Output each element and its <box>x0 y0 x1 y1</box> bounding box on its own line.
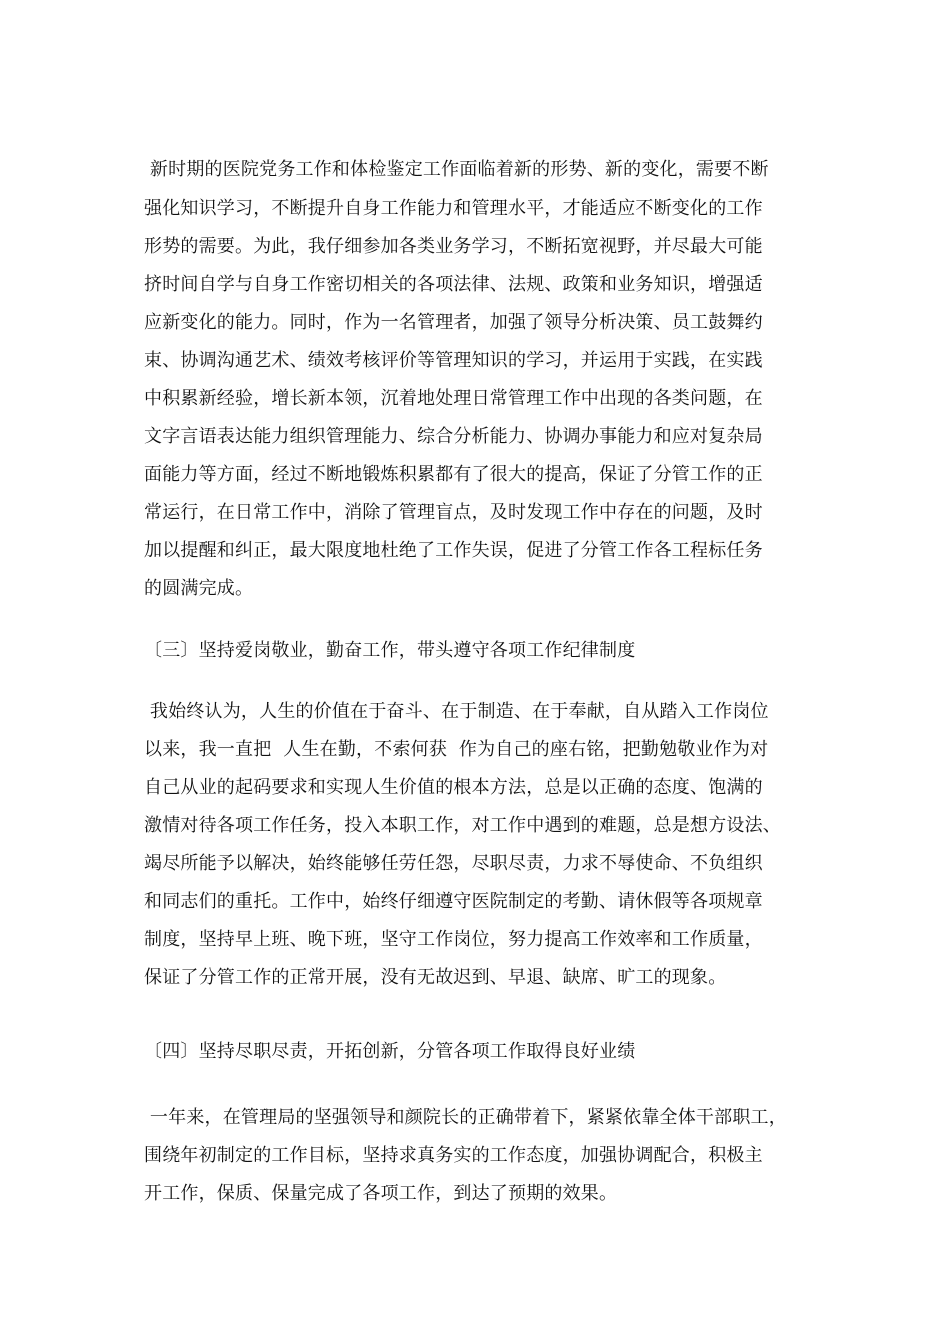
paragraph-1-line: 加以提醒和纠正，最大限度地杜绝了工作失误，促进了分管工作各工程标任务 <box>144 540 763 561</box>
paragraph-3-line: 一年来，在管理局的坚强领导和颜院长的正确带着下，紧紧依靠全体干部职工， <box>144 1107 787 1128</box>
paragraph-2-line: 以来，我一直把 人生在勤，不索何获 作为自己的座右铭，把勤勉敬业作为对 <box>144 739 769 760</box>
paragraph-3-line: 围绕年初制定的工作目标，坚持求真务实的工作态度，加强协调配合，积极主 <box>144 1145 763 1166</box>
section-heading-3: 〔三〕坚持爱岗敬业，勤奋工作，带头遵守各项工作纪律制度 <box>144 640 636 661</box>
paragraph-2-line: 和同志们的重托。工作中，始终仔细遵守医院制定的考勤、请休假等各项规章 <box>144 891 763 912</box>
paragraph-2-line: 自己从业的起码要求和实现人生价值的根本方法，总是以正确的态度、饱满的 <box>144 777 763 798</box>
paragraph-1-line: 束、协调沟通艺术、绩效考核评价等管理知识的学习，并运用于实践，在实践 <box>144 350 763 371</box>
paragraph-2-line: 保证了分管工作的正常开展，没有无故迟到、早退、缺席、旷工的现象。 <box>144 967 727 988</box>
paragraph-1-line: 常运行，在日常工作中，消除了管理盲点，及时发现工作中存在的问题，及时 <box>144 502 763 523</box>
section-heading-4: 〔四〕坚持尽职尽责，开拓创新，分管各项工作取得良好业绩 <box>144 1041 636 1062</box>
paragraph-3-line: 开工作，保质、保量完成了各项工作，到达了预期的效果。 <box>144 1183 618 1204</box>
paragraph-2-line: 制度，坚持早上班、晚下班，坚守工作岗位，努力提高工作效率和工作质量， <box>144 929 763 950</box>
paragraph-1-line: 面能力等方面，经过不断地锻炼积累都有了很大的提高，保证了分管工作的正 <box>144 464 763 485</box>
paragraph-1-line: 挤时间自学与自身工作密切相关的各项法律、法规、政策和业务知识，增强适 <box>144 274 763 295</box>
paragraph-2-line: 竭尽所能予以解决，始终能够任劳任怨，尽职尽责，力求不辱使命、不负组织 <box>144 853 763 874</box>
paragraph-1-line: 强化知识学习，不断提升自身工作能力和管理水平，才能适应不断变化的工作 <box>144 198 763 219</box>
paragraph-2-line: 我始终认为，人生的价值在于奋斗、在于制造、在于奉献，自从踏入工作岗位 <box>144 701 769 722</box>
paragraph-1-line: 的圆满完成。 <box>144 578 254 599</box>
paragraph-1-line: 文字言语表达能力组织管理能力、综合分析能力、协调办事能力和应对复杂局 <box>144 426 763 447</box>
paragraph-2-line: 激情对待各项工作任务，投入本职工作，对工作中遇到的难题，总是想方设法、 <box>144 815 781 836</box>
paragraph-1-line: 应新变化的能力。同时，作为一名管理者，加强了领导分析决策、员工鼓舞约 <box>144 312 763 333</box>
paragraph-1-line: 新时期的医院党务工作和体检鉴定工作面临着新的形势、新的变化，需要不断 <box>144 159 769 180</box>
paragraph-1-line: 中积累新经验，增长新本领，沉着地处理日常管理工作中出现的各类问题，在 <box>144 388 763 409</box>
paragraph-1-line: 形势的需要。为此，我仔细参加各类业务学习，不断拓宽视野，并尽最大可能 <box>144 236 763 257</box>
